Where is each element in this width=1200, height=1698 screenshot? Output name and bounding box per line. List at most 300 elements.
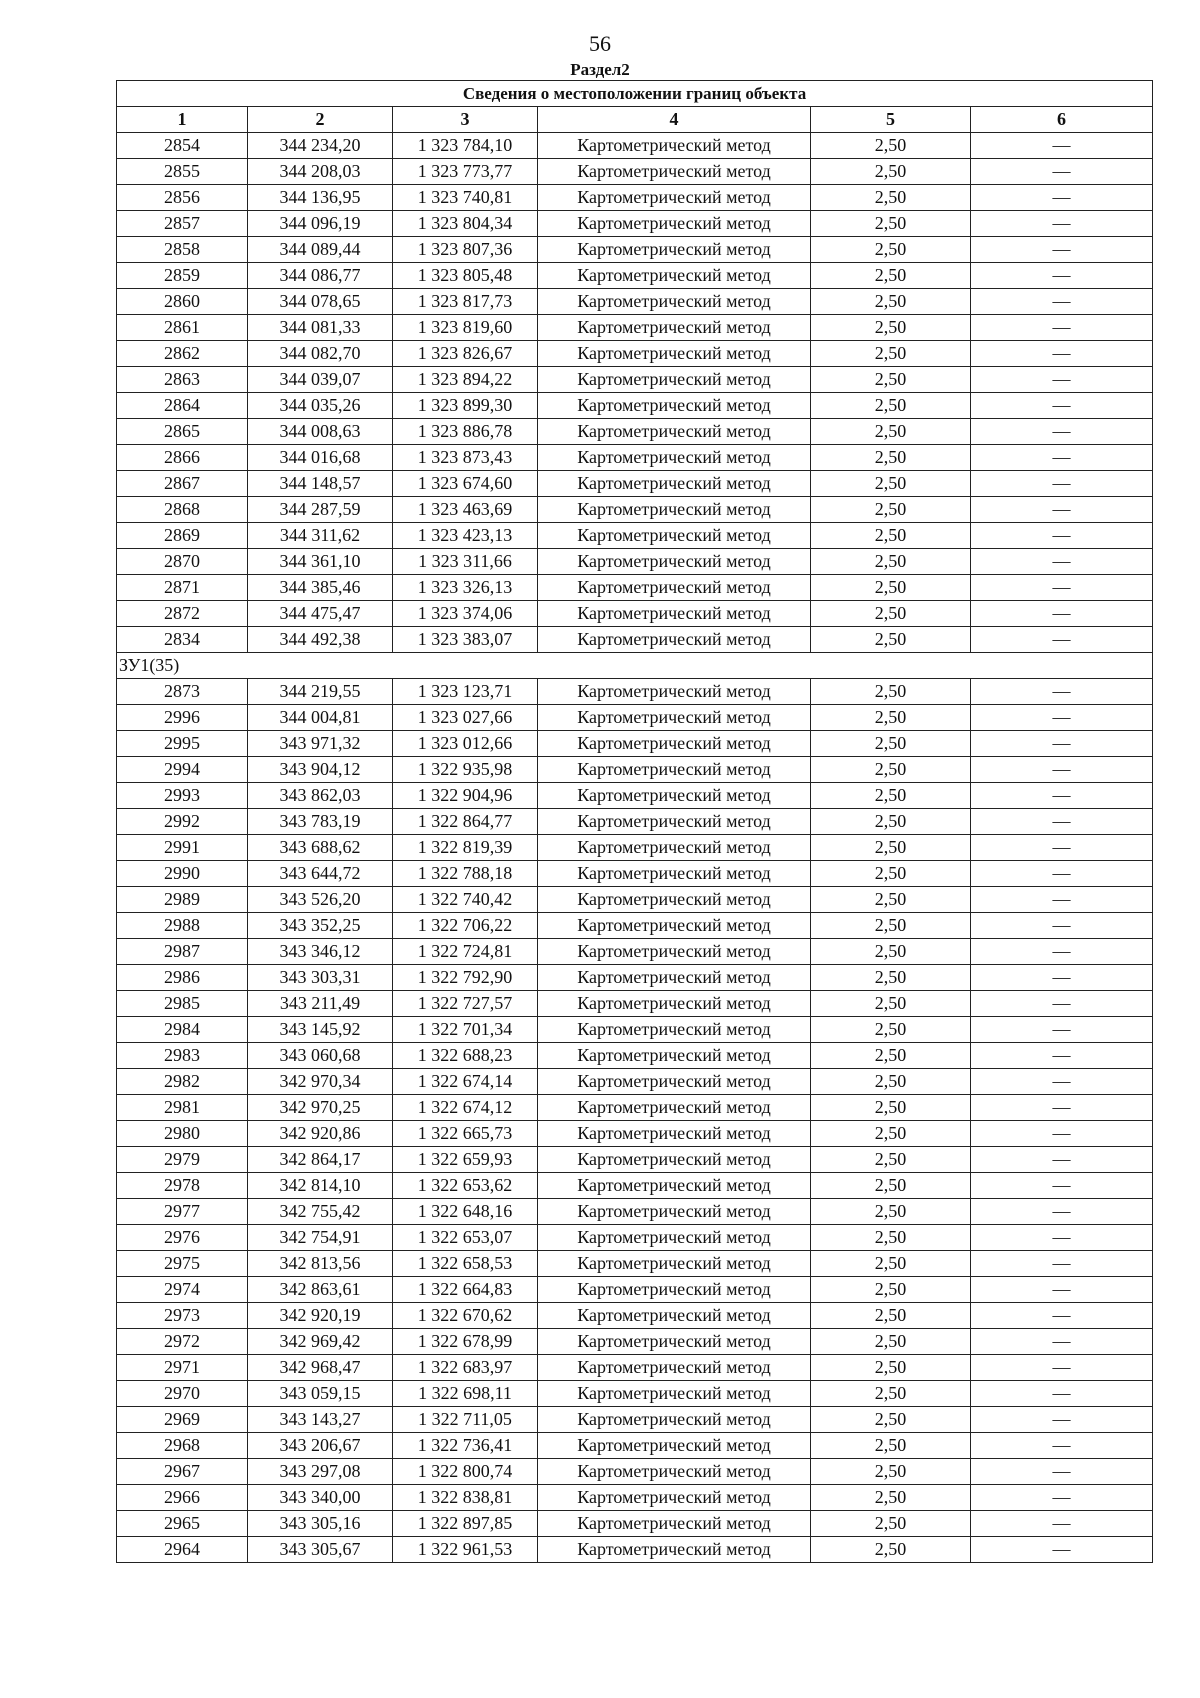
table-row	[117, 393, 1153, 419]
x-coordinate-cell: 343 346,12	[248, 939, 393, 965]
x-coordinate-cell: 342 754,91	[248, 1225, 393, 1251]
point-number-cell: 2834	[117, 627, 248, 653]
point-number-cell: 2870	[117, 549, 248, 575]
accuracy-cell: 2,50	[811, 1251, 971, 1277]
method-cell: Картометрический метод	[538, 1173, 811, 1199]
point-number-cell: 2860	[117, 289, 248, 315]
x-coordinate-cell: 344 475,47	[248, 601, 393, 627]
y-coordinate-cell: 1 322 788,18	[393, 861, 538, 887]
method-cell: Картометрический метод	[538, 783, 811, 809]
description-cell: —	[971, 1433, 1153, 1459]
description-cell: —	[971, 185, 1153, 211]
section-title: Раздел2	[570, 60, 630, 79]
y-coordinate-cell: 1 323 740,81	[393, 185, 538, 211]
x-coordinate-cell: 342 813,56	[248, 1251, 393, 1277]
accuracy-cell: 2,50	[811, 263, 971, 289]
y-coordinate-cell: 1 323 826,67	[393, 341, 538, 367]
point-number-cell: 2964	[117, 1537, 248, 1563]
y-coordinate-cell: 1 322 736,41	[393, 1433, 538, 1459]
y-coordinate-cell: 1 323 773,77	[393, 159, 538, 185]
table-row	[117, 1121, 1153, 1147]
caption-row	[117, 81, 1153, 107]
table-row	[117, 1147, 1153, 1173]
x-coordinate-cell: 343 303,31	[248, 965, 393, 991]
description-cell: —	[971, 1537, 1153, 1563]
point-number-cell: 2871	[117, 575, 248, 601]
group-label: ЗУ1(35)	[117, 653, 1153, 679]
accuracy-cell: 2,50	[811, 315, 971, 341]
point-number-cell: 2973	[117, 1303, 248, 1329]
y-coordinate-cell: 1 323 894,22	[393, 367, 538, 393]
accuracy-cell: 2,50	[811, 1095, 971, 1121]
description-cell: —	[971, 1017, 1153, 1043]
description-cell: —	[971, 367, 1153, 393]
y-coordinate-cell: 1 322 659,93	[393, 1147, 538, 1173]
table-row	[117, 1251, 1153, 1277]
table-row	[117, 315, 1153, 341]
point-number-cell: 2867	[117, 471, 248, 497]
accuracy-cell: 2,50	[811, 887, 971, 913]
x-coordinate-cell: 343 297,08	[248, 1459, 393, 1485]
point-number-cell: 2854	[117, 133, 248, 159]
accuracy-cell: 2,50	[811, 1043, 971, 1069]
method-cell: Картометрический метод	[538, 913, 811, 939]
y-coordinate-cell: 1 323 805,48	[393, 263, 538, 289]
method-cell: Картометрический метод	[538, 1355, 811, 1381]
method-cell: Картометрический метод	[538, 549, 811, 575]
y-coordinate-cell: 1 323 374,06	[393, 601, 538, 627]
x-coordinate-cell: 344 004,81	[248, 705, 393, 731]
x-coordinate-cell: 343 206,67	[248, 1433, 393, 1459]
method-cell: Картометрический метод	[538, 679, 811, 705]
point-number-cell: 2869	[117, 523, 248, 549]
x-coordinate-cell: 342 864,17	[248, 1147, 393, 1173]
x-coordinate-cell: 342 970,34	[248, 1069, 393, 1095]
description-cell: —	[971, 211, 1153, 237]
point-number-cell: 2984	[117, 1017, 248, 1043]
x-coordinate-cell: 343 971,32	[248, 731, 393, 757]
table-row	[117, 1277, 1153, 1303]
table-row	[117, 289, 1153, 315]
table-row	[117, 731, 1153, 757]
y-coordinate-cell: 1 322 897,85	[393, 1511, 538, 1537]
point-number-cell: 2979	[117, 1147, 248, 1173]
x-coordinate-cell: 343 145,92	[248, 1017, 393, 1043]
y-coordinate-cell: 1 322 664,83	[393, 1277, 538, 1303]
accuracy-cell: 2,50	[811, 1017, 971, 1043]
x-coordinate-cell: 343 352,25	[248, 913, 393, 939]
x-coordinate-cell: 344 035,26	[248, 393, 393, 419]
page-number: 56	[589, 31, 611, 56]
description-cell: —	[971, 549, 1153, 575]
accuracy-cell: 2,50	[811, 1433, 971, 1459]
table-row	[117, 575, 1153, 601]
x-coordinate-cell: 344 096,19	[248, 211, 393, 237]
table-row	[117, 1095, 1153, 1121]
table-row	[117, 913, 1153, 939]
method-cell: Картометрический метод	[538, 341, 811, 367]
y-coordinate-cell: 1 323 123,71	[393, 679, 538, 705]
method-cell: Картометрический метод	[538, 445, 811, 471]
table-row	[117, 237, 1153, 263]
table-row	[117, 133, 1153, 159]
method-cell: Картометрический метод	[538, 1095, 811, 1121]
method-cell: Картометрический метод	[538, 471, 811, 497]
method-cell: Картометрический метод	[538, 965, 811, 991]
description-cell: —	[971, 887, 1153, 913]
method-cell: Картометрический метод	[538, 211, 811, 237]
method-cell: Картометрический метод	[538, 627, 811, 653]
x-coordinate-cell: 343 783,19	[248, 809, 393, 835]
table-row	[117, 1485, 1153, 1511]
x-coordinate-cell: 344 287,59	[248, 497, 393, 523]
accuracy-cell: 2,50	[811, 1355, 971, 1381]
description-cell: —	[971, 575, 1153, 601]
accuracy-cell: 2,50	[811, 705, 971, 731]
table-row	[117, 835, 1153, 861]
coordinates-table	[116, 80, 1153, 1563]
method-cell: Картометрический метод	[538, 861, 811, 887]
description-cell: —	[971, 1485, 1153, 1511]
method-cell: Картометрический метод	[538, 1329, 811, 1355]
method-cell: Картометрический метод	[538, 757, 811, 783]
method-cell: Картометрический метод	[538, 601, 811, 627]
table-row	[117, 1459, 1153, 1485]
point-number-cell: 2970	[117, 1381, 248, 1407]
x-coordinate-cell: 344 016,68	[248, 445, 393, 471]
table-body	[117, 133, 1153, 1563]
y-coordinate-cell: 1 322 653,07	[393, 1225, 538, 1251]
column-header: 1	[117, 107, 248, 133]
method-cell: Картометрический метод	[538, 289, 811, 315]
method-cell: Картометрический метод	[538, 1121, 811, 1147]
description-cell: —	[971, 861, 1153, 887]
accuracy-cell: 2,50	[811, 419, 971, 445]
y-coordinate-cell: 1 322 740,42	[393, 887, 538, 913]
table-row	[117, 1407, 1153, 1433]
table-row	[117, 549, 1153, 575]
y-coordinate-cell: 1 322 688,23	[393, 1043, 538, 1069]
accuracy-cell: 2,50	[811, 1407, 971, 1433]
point-number-cell: 2992	[117, 809, 248, 835]
y-coordinate-cell: 1 323 819,60	[393, 315, 538, 341]
table-row	[117, 1173, 1153, 1199]
accuracy-cell: 2,50	[811, 627, 971, 653]
table-row	[117, 1537, 1153, 1563]
y-coordinate-cell: 1 322 674,14	[393, 1069, 538, 1095]
description-cell: —	[971, 1173, 1153, 1199]
point-number-cell: 2855	[117, 159, 248, 185]
method-cell: Картометрический метод	[538, 575, 811, 601]
y-coordinate-cell: 1 323 463,69	[393, 497, 538, 523]
x-coordinate-cell: 342 755,42	[248, 1199, 393, 1225]
method-cell: Картометрический метод	[538, 1433, 811, 1459]
x-coordinate-cell: 344 081,33	[248, 315, 393, 341]
point-number-cell: 2971	[117, 1355, 248, 1381]
description-cell: —	[971, 1277, 1153, 1303]
y-coordinate-cell: 1 322 792,90	[393, 965, 538, 991]
accuracy-cell: 2,50	[811, 471, 971, 497]
description-cell: —	[971, 1043, 1153, 1069]
x-coordinate-cell: 342 970,25	[248, 1095, 393, 1121]
x-coordinate-cell: 343 526,20	[248, 887, 393, 913]
y-coordinate-cell: 1 322 838,81	[393, 1485, 538, 1511]
point-number-cell: 2872	[117, 601, 248, 627]
column-header: 4	[538, 107, 811, 133]
accuracy-cell: 2,50	[811, 731, 971, 757]
description-cell: —	[971, 1251, 1153, 1277]
y-coordinate-cell: 1 323 899,30	[393, 393, 538, 419]
table-row	[117, 445, 1153, 471]
y-coordinate-cell: 1 322 653,62	[393, 1173, 538, 1199]
point-number-cell: 2863	[117, 367, 248, 393]
method-cell: Картометрический метод	[538, 835, 811, 861]
accuracy-cell: 2,50	[811, 783, 971, 809]
accuracy-cell: 2,50	[811, 1485, 971, 1511]
accuracy-cell: 2,50	[811, 809, 971, 835]
x-coordinate-cell: 344 219,55	[248, 679, 393, 705]
y-coordinate-cell: 1 322 665,73	[393, 1121, 538, 1147]
description-cell: —	[971, 1069, 1153, 1095]
table-row	[117, 627, 1153, 653]
description-cell: —	[971, 289, 1153, 315]
point-number-cell: 2976	[117, 1225, 248, 1251]
method-cell: Картометрический метод	[538, 237, 811, 263]
point-number-cell: 2980	[117, 1121, 248, 1147]
y-coordinate-cell: 1 323 383,07	[393, 627, 538, 653]
x-coordinate-cell: 344 039,07	[248, 367, 393, 393]
description-cell: —	[971, 445, 1153, 471]
table-row	[117, 1433, 1153, 1459]
accuracy-cell: 2,50	[811, 1537, 971, 1563]
accuracy-cell: 2,50	[811, 913, 971, 939]
x-coordinate-cell: 343 862,03	[248, 783, 393, 809]
y-coordinate-cell: 1 323 326,13	[393, 575, 538, 601]
x-coordinate-cell: 344 234,20	[248, 133, 393, 159]
y-coordinate-cell: 1 322 935,98	[393, 757, 538, 783]
point-number-cell: 2985	[117, 991, 248, 1017]
method-cell: Картометрический метод	[538, 159, 811, 185]
method-cell: Картометрический метод	[538, 315, 811, 341]
point-number-cell: 2866	[117, 445, 248, 471]
point-number-cell: 2994	[117, 757, 248, 783]
accuracy-cell: 2,50	[811, 991, 971, 1017]
accuracy-cell: 2,50	[811, 679, 971, 705]
description-cell: —	[971, 835, 1153, 861]
x-coordinate-cell: 344 385,46	[248, 575, 393, 601]
x-coordinate-cell: 343 305,67	[248, 1537, 393, 1563]
method-cell: Картометрический метод	[538, 1407, 811, 1433]
description-cell: —	[971, 731, 1153, 757]
accuracy-cell: 2,50	[811, 159, 971, 185]
table-caption: Сведения о местоположении границ объекта	[117, 81, 1153, 107]
description-cell: —	[971, 237, 1153, 263]
method-cell: Картометрический метод	[538, 1043, 811, 1069]
accuracy-cell: 2,50	[811, 1173, 971, 1199]
description-cell: —	[971, 263, 1153, 289]
method-cell: Картометрический метод	[538, 1017, 811, 1043]
table-row	[117, 159, 1153, 185]
x-coordinate-cell: 344 492,38	[248, 627, 393, 653]
y-coordinate-cell: 1 322 706,22	[393, 913, 538, 939]
method-cell: Картометрический метод	[538, 991, 811, 1017]
accuracy-cell: 2,50	[811, 1225, 971, 1251]
y-coordinate-cell: 1 323 027,66	[393, 705, 538, 731]
table-row	[117, 939, 1153, 965]
table-row	[117, 1199, 1153, 1225]
column-number-row	[117, 107, 1153, 133]
x-coordinate-cell: 344 208,03	[248, 159, 393, 185]
column-header: 5	[811, 107, 971, 133]
point-number-cell: 2988	[117, 913, 248, 939]
y-coordinate-cell: 1 322 648,16	[393, 1199, 538, 1225]
y-coordinate-cell: 1 322 678,99	[393, 1329, 538, 1355]
description-cell: —	[971, 315, 1153, 341]
description-cell: —	[971, 1225, 1153, 1251]
description-cell: —	[971, 601, 1153, 627]
accuracy-cell: 2,50	[811, 939, 971, 965]
x-coordinate-cell: 343 059,15	[248, 1381, 393, 1407]
point-number-cell: 2996	[117, 705, 248, 731]
point-number-cell: 2968	[117, 1433, 248, 1459]
y-coordinate-cell: 1 323 886,78	[393, 419, 538, 445]
y-coordinate-cell: 1 322 711,05	[393, 1407, 538, 1433]
description-cell: —	[971, 471, 1153, 497]
column-header: 2	[248, 107, 393, 133]
description-cell: —	[971, 1329, 1153, 1355]
accuracy-cell: 2,50	[811, 445, 971, 471]
table-row	[117, 757, 1153, 783]
method-cell: Картометрический метод	[538, 1459, 811, 1485]
accuracy-cell: 2,50	[811, 1199, 971, 1225]
method-cell: Картометрический метод	[538, 263, 811, 289]
point-number-cell: 2983	[117, 1043, 248, 1069]
method-cell: Картометрический метод	[538, 1251, 811, 1277]
method-cell: Картометрический метод	[538, 1199, 811, 1225]
table-row	[117, 1511, 1153, 1537]
table-row	[117, 419, 1153, 445]
y-coordinate-cell: 1 323 311,66	[393, 549, 538, 575]
table-row	[117, 263, 1153, 289]
method-cell: Картометрический метод	[538, 1303, 811, 1329]
accuracy-cell: 2,50	[811, 523, 971, 549]
accuracy-cell: 2,50	[811, 575, 971, 601]
x-coordinate-cell: 342 969,42	[248, 1329, 393, 1355]
accuracy-cell: 2,50	[811, 497, 971, 523]
x-coordinate-cell: 343 340,00	[248, 1485, 393, 1511]
table-row	[117, 1225, 1153, 1251]
y-coordinate-cell: 1 323 817,73	[393, 289, 538, 315]
y-coordinate-cell: 1 322 658,53	[393, 1251, 538, 1277]
x-coordinate-cell: 342 814,10	[248, 1173, 393, 1199]
method-cell: Картометрический метод	[538, 705, 811, 731]
description-cell: —	[971, 783, 1153, 809]
y-coordinate-cell: 1 323 784,10	[393, 133, 538, 159]
point-number-cell: 2978	[117, 1173, 248, 1199]
point-number-cell: 2995	[117, 731, 248, 757]
point-number-cell: 2974	[117, 1277, 248, 1303]
x-coordinate-cell: 343 060,68	[248, 1043, 393, 1069]
description-cell: —	[971, 523, 1153, 549]
point-number-cell: 2865	[117, 419, 248, 445]
method-cell: Картометрический метод	[538, 497, 811, 523]
description-cell: —	[971, 497, 1153, 523]
point-number-cell: 2972	[117, 1329, 248, 1355]
table-row	[117, 991, 1153, 1017]
description-cell: —	[971, 133, 1153, 159]
x-coordinate-cell: 344 148,57	[248, 471, 393, 497]
table-row	[117, 809, 1153, 835]
accuracy-cell: 2,50	[811, 1303, 971, 1329]
description-cell: —	[971, 913, 1153, 939]
description-cell: —	[971, 991, 1153, 1017]
point-number-cell: 2969	[117, 1407, 248, 1433]
y-coordinate-cell: 1 323 423,13	[393, 523, 538, 549]
table-row	[117, 861, 1153, 887]
accuracy-cell: 2,50	[811, 965, 971, 991]
method-cell: Картометрический метод	[538, 1069, 811, 1095]
accuracy-cell: 2,50	[811, 1147, 971, 1173]
table-row	[117, 341, 1153, 367]
method-cell: Картометрический метод	[538, 809, 811, 835]
table-row	[117, 887, 1153, 913]
point-number-cell: 2967	[117, 1459, 248, 1485]
point-number-cell: 2990	[117, 861, 248, 887]
table-row	[117, 783, 1153, 809]
method-cell: Картометрический метод	[538, 1485, 811, 1511]
y-coordinate-cell: 1 323 807,36	[393, 237, 538, 263]
group-row	[117, 653, 1153, 679]
accuracy-cell: 2,50	[811, 1459, 971, 1485]
description-cell: —	[971, 1355, 1153, 1381]
y-coordinate-cell: 1 322 819,39	[393, 835, 538, 861]
y-coordinate-cell: 1 322 724,81	[393, 939, 538, 965]
point-number-cell: 2986	[117, 965, 248, 991]
table-row	[117, 211, 1153, 237]
table-row	[117, 1355, 1153, 1381]
description-cell: —	[971, 627, 1153, 653]
x-coordinate-cell: 344 086,77	[248, 263, 393, 289]
point-number-cell: 2965	[117, 1511, 248, 1537]
y-coordinate-cell: 1 322 674,12	[393, 1095, 538, 1121]
y-coordinate-cell: 1 323 674,60	[393, 471, 538, 497]
x-coordinate-cell: 344 082,70	[248, 341, 393, 367]
y-coordinate-cell: 1 322 683,97	[393, 1355, 538, 1381]
x-coordinate-cell: 343 143,27	[248, 1407, 393, 1433]
point-number-cell: 2975	[117, 1251, 248, 1277]
point-number-cell: 2873	[117, 679, 248, 705]
x-coordinate-cell: 342 920,19	[248, 1303, 393, 1329]
method-cell: Картометрический метод	[538, 1537, 811, 1563]
description-cell: —	[971, 679, 1153, 705]
x-coordinate-cell: 344 078,65	[248, 289, 393, 315]
description-cell: —	[971, 1459, 1153, 1485]
point-number-cell: 2989	[117, 887, 248, 913]
table-row	[117, 1329, 1153, 1355]
description-cell: —	[971, 757, 1153, 783]
x-coordinate-cell: 343 904,12	[248, 757, 393, 783]
table-row	[117, 367, 1153, 393]
description-cell: —	[971, 1381, 1153, 1407]
x-coordinate-cell: 344 008,63	[248, 419, 393, 445]
table-row	[117, 1069, 1153, 1095]
description-cell: —	[971, 1303, 1153, 1329]
x-coordinate-cell: 342 968,47	[248, 1355, 393, 1381]
x-coordinate-cell: 343 644,72	[248, 861, 393, 887]
x-coordinate-cell: 343 305,16	[248, 1511, 393, 1537]
accuracy-cell: 2,50	[811, 1121, 971, 1147]
method-cell: Картометрический метод	[538, 887, 811, 913]
